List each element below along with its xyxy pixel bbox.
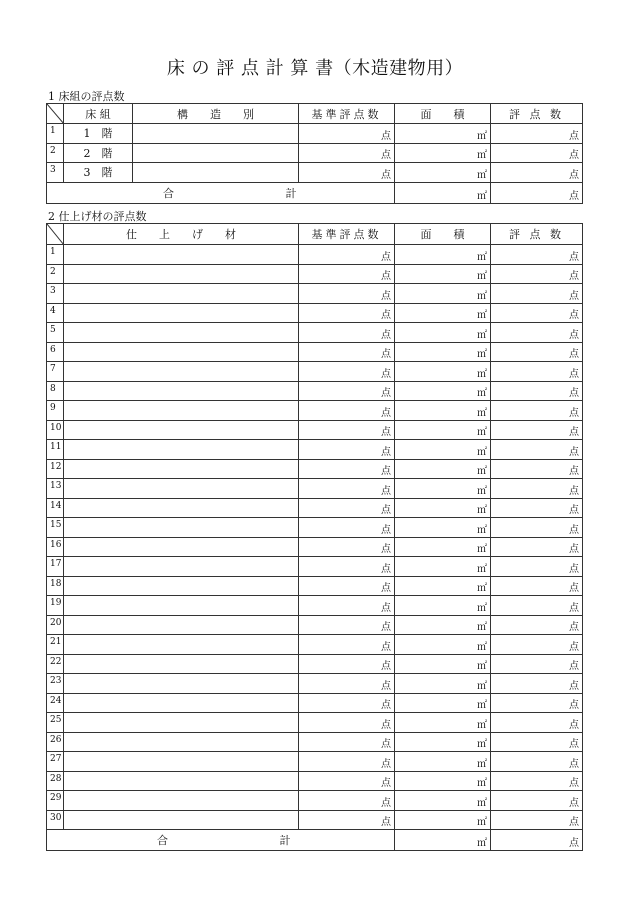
material-cell[interactable] [64,752,299,772]
total-label-left: 合 [157,834,168,847]
base-score-cell[interactable]: 点 [299,420,395,440]
diagonal-line [47,104,64,124]
base-score-cell[interactable]: 点 [299,732,395,752]
material-row [47,342,583,362]
area-cell[interactable]: ㎡ [395,143,491,163]
material-row [47,245,583,265]
area-cell[interactable]: ㎡ [395,537,491,557]
score-cell[interactable]: 点 [491,303,583,323]
material-cell[interactable] [64,732,299,752]
row-number: 24 [47,693,64,713]
material-cell[interactable] [64,479,299,499]
material-cell[interactable] [64,401,299,421]
base-score-cell[interactable]: 点 [299,362,395,382]
total-score-cell[interactable]: 点 [491,830,583,851]
area-cell[interactable]: ㎡ [395,401,491,421]
score-cell[interactable]: 点 [491,420,583,440]
score-cell[interactable]: 点 [491,459,583,479]
total-label-right: 計 [285,186,297,200]
score-cell[interactable]: 点 [491,537,583,557]
row-number: 20 [47,615,64,635]
base-score-cell[interactable]: 点 [299,264,395,284]
base-score-cell[interactable]: 点 [299,635,395,655]
score-cell[interactable]: 点 [491,810,583,830]
structure-cell[interactable] [133,143,299,163]
section1-total-row [47,182,583,203]
base-score-cell[interactable]: 点 [299,693,395,713]
material-cell[interactable] [64,440,299,460]
score-cell[interactable]: 点 [491,381,583,401]
material-row [47,264,583,284]
base-score-cell[interactable]: 点 [299,163,395,183]
area-cell[interactable]: ㎡ [395,303,491,323]
score-cell[interactable]: 点 [491,323,583,343]
base-score-cell[interactable]: 点 [299,596,395,616]
total-area-cell[interactable]: ㎡ [395,830,491,851]
base-score-cell[interactable]: 点 [299,791,395,811]
base-score-cell[interactable]: 点 [299,771,395,791]
total-score-cell[interactable]: 点 [491,182,583,203]
section2-label: 2 仕上げ材の評点数 [48,210,147,223]
score-cell[interactable]: 点 [491,732,583,752]
base-score-cell[interactable]: 点 [299,479,395,499]
base-score-cell[interactable]: 点 [299,459,395,479]
row-number: 4 [47,303,64,323]
row-number: 3 [47,284,64,304]
material-cell[interactable] [64,381,299,401]
area-cell[interactable]: ㎡ [395,459,491,479]
area-cell[interactable]: ㎡ [395,576,491,596]
row-number: 3 [47,163,64,183]
floor-row [47,124,583,144]
header-score: 評 点 数 [491,224,583,245]
score-cell[interactable]: 点 [491,713,583,733]
corner-diagonal-cell [47,224,64,245]
base-score-cell[interactable]: 点 [299,713,395,733]
row-number: 2 [47,264,64,284]
base-score-cell[interactable]: 点 [299,810,395,830]
score-cell[interactable]: 点 [491,576,583,596]
base-score-cell[interactable]: 点 [299,245,395,265]
base-score-cell[interactable]: 点 [299,674,395,694]
material-cell[interactable] [64,674,299,694]
material-row [47,479,583,499]
row-number: 21 [47,635,64,655]
material-row [47,674,583,694]
header-area: 面 積 [395,104,491,124]
material-row [47,713,583,733]
material-row [47,596,583,616]
base-score-cell[interactable]: 点 [299,143,395,163]
section1-label: 1 床組の評点数 [48,90,125,103]
area-cell[interactable]: ㎡ [395,124,491,144]
row-number: 15 [47,518,64,538]
material-row [47,420,583,440]
base-score-cell[interactable]: 点 [299,654,395,674]
score-cell[interactable]: 点 [491,143,583,163]
section2-total-row [47,830,583,851]
row-number: 10 [47,420,64,440]
material-row [47,810,583,830]
floor-row [47,143,583,163]
row-number: 1 [47,124,64,144]
area-cell[interactable]: ㎡ [395,264,491,284]
row-number: 5 [47,323,64,343]
base-score-cell[interactable]: 点 [299,381,395,401]
material-cell[interactable] [64,693,299,713]
row-number: 29 [47,791,64,811]
floor-label: 2 階 [64,143,133,163]
score-cell[interactable]: 点 [491,518,583,538]
finish-material-table [46,223,583,851]
row-number: 26 [47,732,64,752]
material-row [47,323,583,343]
total-label [47,182,395,203]
area-cell[interactable]: ㎡ [395,498,491,518]
row-number: 7 [47,362,64,382]
area-cell[interactable]: ㎡ [395,420,491,440]
base-score-cell[interactable]: 点 [299,284,395,304]
row-number: 14 [47,498,64,518]
area-cell[interactable]: ㎡ [395,674,491,694]
floor-label: 3 階 [64,163,133,183]
score-cell[interactable]: 点 [491,163,583,183]
area-cell[interactable]: ㎡ [395,440,491,460]
total-label [47,830,395,851]
material-cell[interactable] [64,713,299,733]
material-cell[interactable] [64,791,299,811]
area-cell[interactable]: ㎡ [395,732,491,752]
material-cell[interactable] [64,362,299,382]
material-row [47,771,583,791]
material-cell[interactable] [64,284,299,304]
area-cell[interactable]: ㎡ [395,791,491,811]
score-cell[interactable]: 点 [491,124,583,144]
material-cell[interactable] [64,596,299,616]
row-number: 8 [47,381,64,401]
material-row [47,654,583,674]
score-cell[interactable]: 点 [491,362,583,382]
row-number: 16 [47,537,64,557]
material-cell[interactable] [64,576,299,596]
material-row [47,362,583,382]
structure-cell[interactable] [133,163,299,183]
material-cell[interactable] [64,342,299,362]
base-score-cell[interactable]: 点 [299,124,395,144]
score-cell[interactable]: 点 [491,401,583,421]
row-number: 23 [47,674,64,694]
material-cell[interactable] [64,635,299,655]
material-row [47,381,583,401]
score-cell[interactable]: 点 [491,791,583,811]
diagonal-line [47,224,64,245]
total-label-right: 計 [279,834,291,847]
base-score-cell[interactable]: 点 [299,752,395,772]
material-row [47,459,583,479]
material-row [47,303,583,323]
area-cell[interactable]: ㎡ [395,323,491,343]
score-cell[interactable]: 点 [491,752,583,772]
area-cell[interactable]: ㎡ [395,245,491,265]
area-cell[interactable]: ㎡ [395,518,491,538]
material-cell[interactable] [64,264,299,284]
material-cell[interactable] [64,420,299,440]
row-number: 1 [47,245,64,265]
material-row [47,440,583,460]
score-cell[interactable]: 点 [491,615,583,635]
score-cell[interactable]: 点 [491,596,583,616]
material-row [47,518,583,538]
header-score: 評 点 数 [491,104,583,124]
row-number: 2 [47,143,64,163]
material-cell[interactable] [64,810,299,830]
score-cell[interactable]: 点 [491,771,583,791]
area-cell[interactable]: ㎡ [395,771,491,791]
row-number: 28 [47,771,64,791]
header-base-score: 基準評点数 [299,224,395,245]
area-cell[interactable]: ㎡ [395,362,491,382]
row-number: 19 [47,596,64,616]
row-number: 18 [47,576,64,596]
header-floor: 床 組 [64,104,133,124]
area-cell[interactable]: ㎡ [395,752,491,772]
material-cell[interactable] [64,615,299,635]
material-row [47,732,583,752]
material-row [47,615,583,635]
base-score-cell[interactable]: 点 [299,518,395,538]
area-cell[interactable]: ㎡ [395,479,491,499]
header-structure: 構 造 別 [133,104,299,124]
score-cell[interactable]: 点 [491,342,583,362]
score-cell[interactable]: 点 [491,674,583,694]
material-cell[interactable] [64,654,299,674]
score-cell[interactable]: 点 [491,245,583,265]
row-number: 11 [47,440,64,460]
score-cell[interactable]: 点 [491,654,583,674]
base-score-cell[interactable]: 点 [299,537,395,557]
row-number: 17 [47,557,64,577]
base-score-cell[interactable]: 点 [299,440,395,460]
base-score-cell[interactable]: 点 [299,557,395,577]
score-cell[interactable]: 点 [491,557,583,577]
row-number: 6 [47,342,64,362]
material-cell[interactable] [64,303,299,323]
floor-structure-table [46,103,583,204]
total-area-cell[interactable]: ㎡ [395,182,491,203]
area-cell[interactable]: ㎡ [395,693,491,713]
area-cell[interactable]: ㎡ [395,810,491,830]
total-label-left: 合 [163,186,174,200]
area-cell[interactable]: ㎡ [395,713,491,733]
score-cell[interactable]: 点 [491,693,583,713]
material-cell[interactable] [64,245,299,265]
header-area: 面 積 [395,224,491,245]
page-title: 床 の 評 点 計 算 書（木造建物用） [166,58,464,79]
base-score-cell[interactable]: 点 [299,576,395,596]
score-cell[interactable]: 点 [491,635,583,655]
score-cell[interactable]: 点 [491,264,583,284]
row-number: 13 [47,479,64,499]
area-cell[interactable]: ㎡ [395,615,491,635]
material-cell[interactable] [64,459,299,479]
base-score-cell[interactable]: 点 [299,323,395,343]
material-row [47,498,583,518]
material-cell[interactable] [64,537,299,557]
area-cell[interactable]: ㎡ [395,654,491,674]
material-row [47,635,583,655]
area-cell[interactable]: ㎡ [395,342,491,362]
row-number: 25 [47,713,64,733]
material-row [47,791,583,811]
area-cell[interactable]: ㎡ [395,557,491,577]
score-cell[interactable]: 点 [491,498,583,518]
material-cell[interactable] [64,771,299,791]
floor-row [47,163,583,183]
floor-label: 1 階 [64,124,133,144]
material-row [47,284,583,304]
material-row [47,752,583,772]
material-row [47,576,583,596]
row-number: 22 [47,654,64,674]
area-cell[interactable]: ㎡ [395,163,491,183]
base-score-cell[interactable]: 点 [299,303,395,323]
row-number: 30 [47,810,64,830]
base-score-cell[interactable]: 点 [299,615,395,635]
base-score-cell[interactable]: 点 [299,342,395,362]
material-row [47,693,583,713]
material-row [47,557,583,577]
score-cell[interactable]: 点 [491,284,583,304]
score-cell[interactable]: 点 [491,479,583,499]
material-row [47,401,583,421]
material-row [47,537,583,557]
header-material: 仕 上 げ 材 [64,224,299,245]
area-cell[interactable]: ㎡ [395,596,491,616]
material-cell[interactable] [64,557,299,577]
structure-cell[interactable] [133,124,299,144]
corner-diagonal-cell [47,104,64,124]
row-number: 12 [47,459,64,479]
row-number: 27 [47,752,64,772]
row-number: 9 [47,401,64,421]
area-cell[interactable]: ㎡ [395,381,491,401]
score-cell[interactable]: 点 [491,440,583,460]
base-score-cell[interactable]: 点 [299,498,395,518]
base-score-cell[interactable]: 点 [299,401,395,421]
material-cell[interactable] [64,323,299,343]
material-cell[interactable] [64,498,299,518]
area-cell[interactable]: ㎡ [395,635,491,655]
area-cell[interactable]: ㎡ [395,284,491,304]
header-base-score: 基準評点数 [299,104,395,124]
material-cell[interactable] [64,518,299,538]
